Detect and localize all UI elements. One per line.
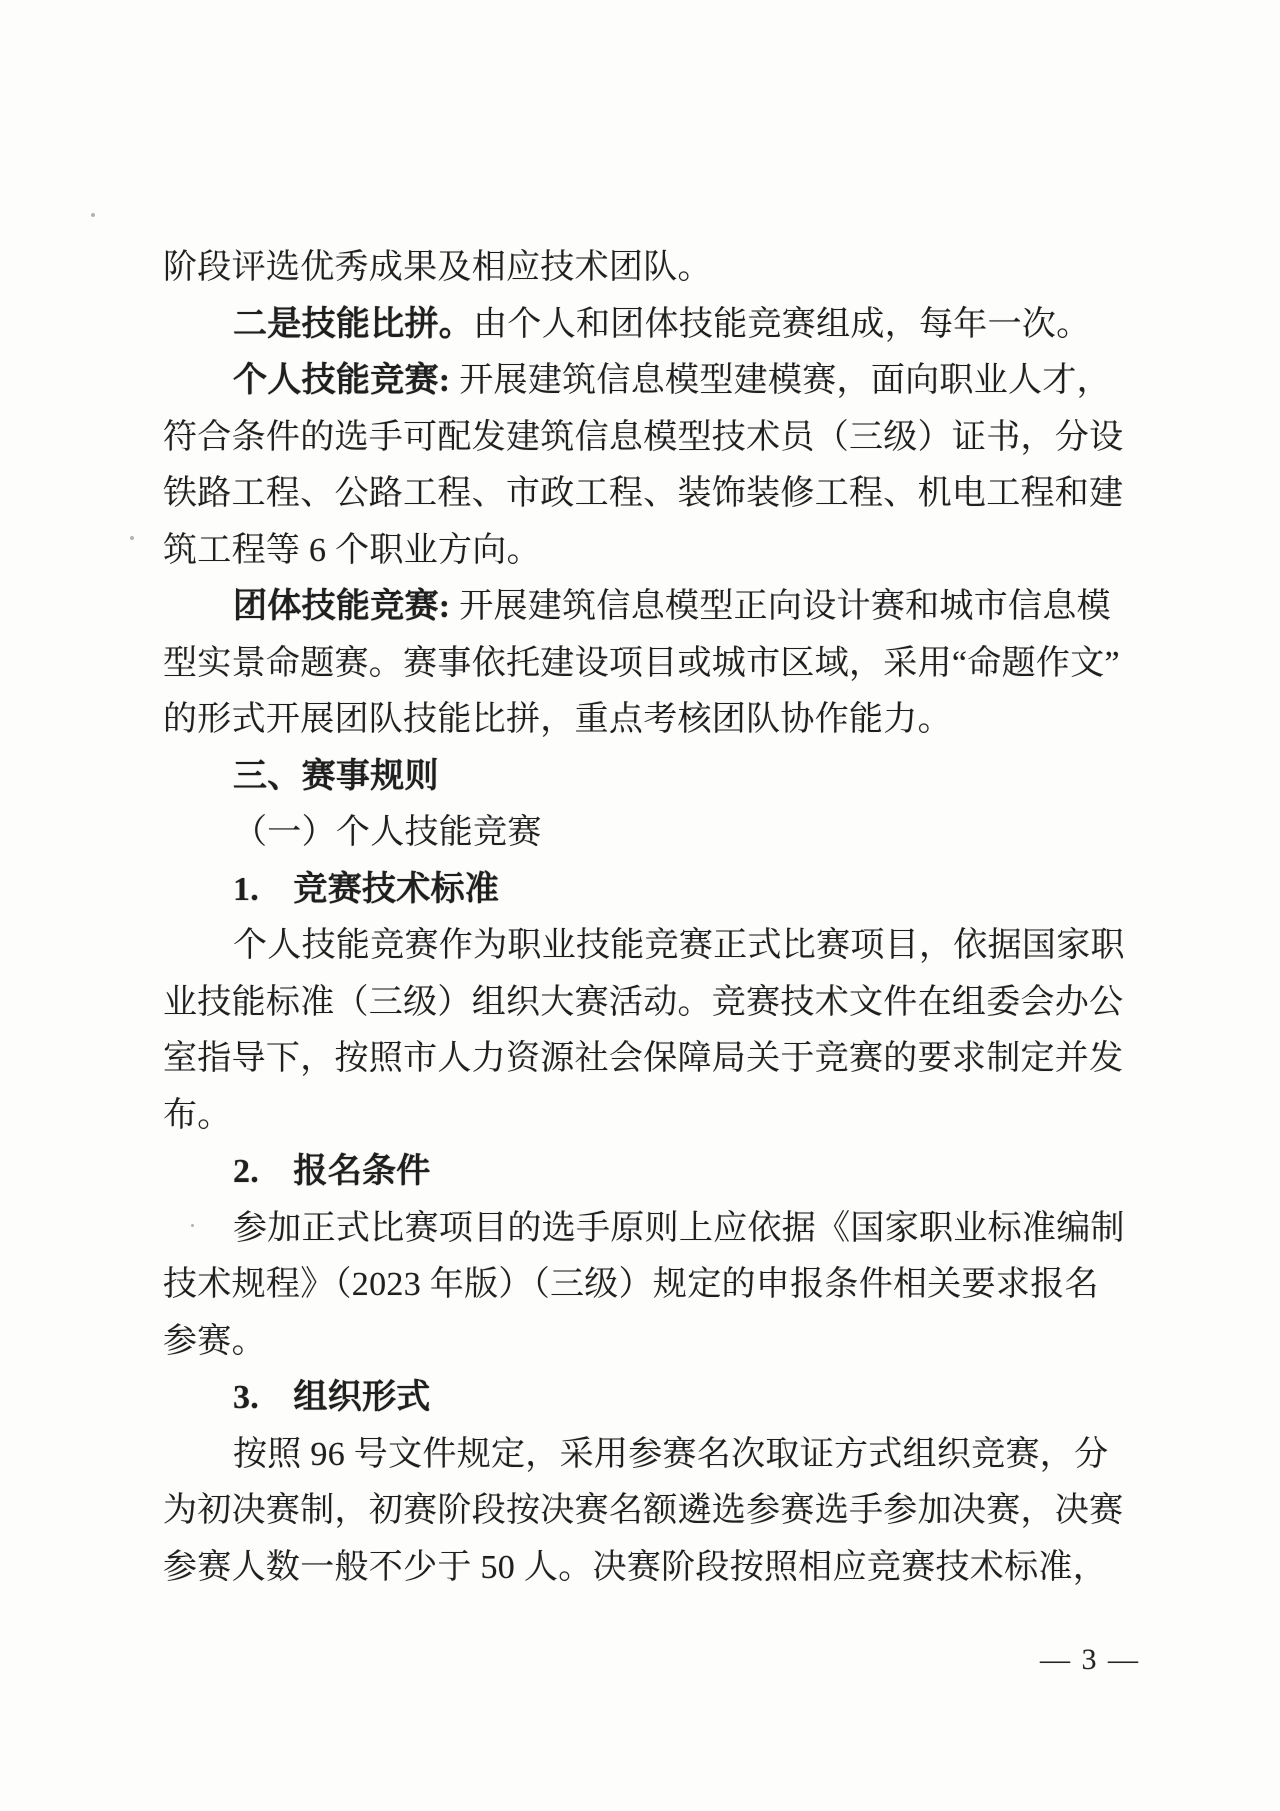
text-segment: 业技能标准（三级）组织大赛活动。竞赛技术文件在组委会办公	[163, 983, 1124, 1021]
text-segment: 开展建筑信息模型正向设计赛和城市信息模	[450, 588, 1111, 625]
text-line	[163, 1257, 1138, 1314]
text-line	[163, 1088, 1138, 1145]
text-segment: 参加正式比赛项目的选手原则上应依据《国家职业标准编制	[233, 1209, 1125, 1247]
text-line	[163, 1314, 1138, 1371]
document-body	[163, 240, 1138, 1596]
text-line	[163, 523, 1138, 580]
bold-text-segment: 3. 组织形式	[233, 1379, 431, 1416]
text-segment: 为初决赛制，初赛阶段按决赛名额遴选参赛选手参加决赛，决赛	[163, 1492, 1124, 1529]
text-segment: 筑工程等 6 个职业方向。	[163, 531, 541, 569]
page-number: — 3 —	[1040, 1643, 1140, 1676]
text-segment: 符合条件的选手可配发建筑信息模型技术员（三级）证书，分设	[163, 418, 1124, 456]
text-segment: 阶段评选优秀成果及相应技术团队。	[163, 249, 712, 286]
text-line	[163, 297, 1138, 354]
text-segment: 铁路工程、公路工程、市政工程、装饰装修工程、机电工程和建	[163, 475, 1124, 512]
text-segment: 布。	[163, 1096, 232, 1134]
scan-speck	[91, 213, 95, 217]
text-line	[163, 918, 1138, 975]
text-line	[163, 579, 1138, 636]
text-line	[163, 1370, 1138, 1427]
text-line	[163, 636, 1138, 693]
text-line	[163, 410, 1138, 467]
scan-speck	[130, 536, 134, 540]
text-line	[163, 749, 1138, 806]
bold-text-segment: 三、赛事规则	[233, 757, 439, 795]
text-segment: 按照 96 号文件规定，采用参赛名次取证方式组织竞赛，分	[233, 1435, 1109, 1473]
text-line	[163, 1427, 1138, 1484]
text-segment: 参赛人数一般不少于 50 人。决赛阶段按照相应竞赛技术标准，	[163, 1548, 1107, 1586]
text-segment: 开展建筑信息模型建模赛，面向职业人才，	[450, 362, 1111, 399]
text-line	[163, 1483, 1138, 1540]
bold-text-segment: 团体技能竞赛:	[233, 588, 451, 625]
text-segment: 参赛。	[163, 1322, 266, 1360]
text-line	[163, 240, 1138, 297]
text-segment: 的形式开展团队技能比拼，重点考核团队协作能力。	[163, 701, 952, 738]
bold-text-segment: 1. 竞赛技术标准	[233, 870, 500, 908]
text-line	[163, 692, 1138, 749]
text-segment: 个人技能竞赛作为职业技能竞赛正式比赛项目，依据国家职	[233, 927, 1125, 964]
text-segment: （一）个人技能竞赛	[233, 814, 542, 851]
text-line	[163, 862, 1138, 919]
text-line	[163, 1540, 1138, 1597]
text-line	[163, 805, 1138, 862]
text-line	[163, 353, 1138, 410]
text-segment: 型实景命题赛。赛事依托建设项目或城市区域，采用“命题作文”	[163, 644, 1120, 682]
bold-text-segment: 个人技能竞赛:	[233, 362, 451, 399]
text-line	[163, 466, 1138, 523]
text-line	[163, 1201, 1138, 1258]
text-line	[163, 1031, 1138, 1088]
text-line	[163, 975, 1138, 1032]
text-segment: 由个人和团体技能竞赛组成，每年一次。	[473, 305, 1091, 343]
text-segment: 技术规程》（2023 年版）（三级）规定的申报条件相关要求报名	[163, 1266, 1099, 1303]
text-segment: 室指导下，按照市人力资源社会保障局关于竞赛的要求制定并发	[163, 1040, 1124, 1077]
text-line	[163, 1144, 1138, 1201]
bold-text-segment: 2. 报名条件	[233, 1153, 431, 1190]
bold-text-segment: 二是技能比拼。	[233, 305, 474, 343]
